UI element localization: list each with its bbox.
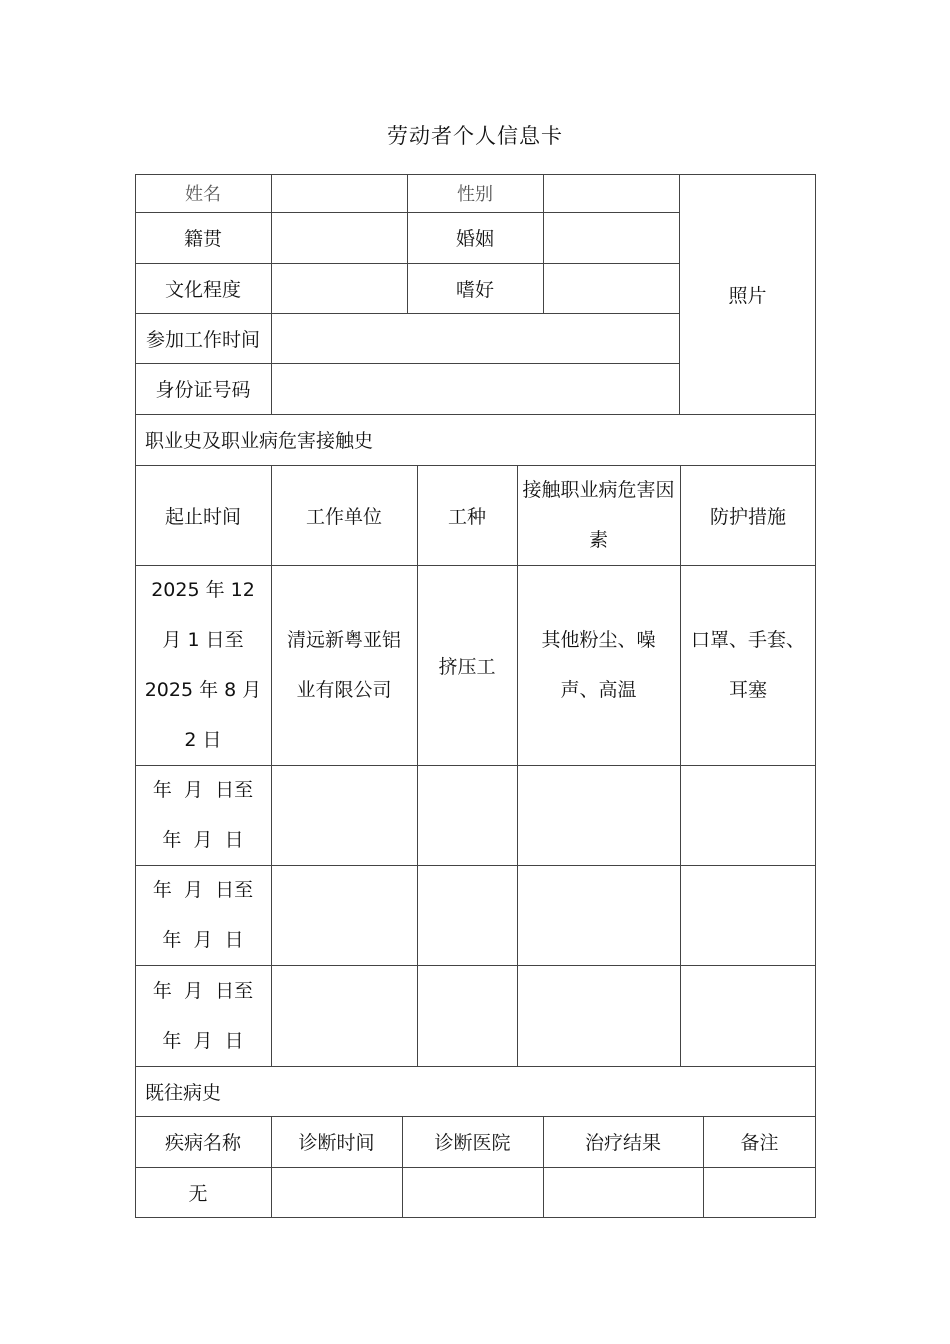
header-remarks: 备注 [740, 1132, 779, 1154]
gender-label: 性别 [457, 184, 493, 205]
grid-line [271, 174, 272, 414]
row1-employer-line: 业有限公司 [296, 679, 392, 701]
row4-period-line: 年 月 日 [162, 1029, 244, 1052]
id-number-field[interactable] [271, 363, 679, 414]
row1-protection-line: 耳塞 [728, 679, 767, 701]
row2-employer[interactable] [271, 765, 417, 865]
table-border [135, 174, 136, 1218]
id-number-label: 身份证号码 [155, 379, 251, 401]
row1-hazard-line: 声、高温 [560, 679, 637, 701]
native-place-field[interactable] [271, 212, 407, 263]
row3-hazards[interactable] [517, 865, 680, 965]
native-place-label: 籍贯 [183, 228, 222, 250]
treatment-result-cell[interactable] [543, 1167, 703, 1218]
row1-period-line: 2025 年 12 [151, 579, 255, 601]
info-card-table [135, 174, 816, 1218]
row2-period-line: 年 月 日 [162, 829, 244, 851]
row3-period[interactable] [135, 865, 271, 965]
grid-line [135, 1167, 816, 1168]
grid-line [135, 363, 679, 364]
grid-line [543, 174, 544, 313]
row1-period-line: 2 日 [184, 729, 222, 751]
row1-period-line: 2025 年 8 月 [144, 679, 262, 701]
grid-line [135, 565, 816, 566]
diagnosis-hospital-cell[interactable] [402, 1167, 543, 1218]
remarks-cell[interactable] [703, 1167, 816, 1218]
row3-employer[interactable] [271, 865, 417, 965]
row2-hazards[interactable] [517, 765, 680, 865]
education-label: 文化程度 [164, 278, 241, 301]
row3-protection[interactable] [680, 865, 816, 965]
photo-placeholder[interactable]: 照片 [728, 284, 767, 307]
row1-hazard-line: 其他粉尘、噪 [541, 629, 656, 651]
table-border [135, 174, 816, 175]
name-label: 姓名 [185, 184, 221, 205]
grid-line [543, 1116, 544, 1218]
header-hazard-factors: 接触职业病危害因素 [522, 479, 675, 551]
header-protection: 防护措施 [709, 505, 786, 528]
row3-period-line: 年 月 日 [162, 929, 244, 951]
grid-line [679, 174, 680, 414]
row4-period-line: 年 月 日至 [152, 979, 254, 1002]
grid-line [271, 1116, 272, 1218]
header-employer: 工作单位 [305, 505, 382, 528]
header-disease-name: 疾病名称 [164, 1132, 241, 1154]
grid-line [402, 1116, 403, 1218]
row2-period[interactable] [135, 765, 271, 865]
row4-hazards[interactable] [517, 965, 680, 1066]
table-border [135, 1217, 816, 1218]
gender-field[interactable] [543, 174, 679, 212]
hobby-field[interactable] [543, 263, 679, 313]
row3-period-line: 年 月 日至 [152, 879, 254, 901]
row4-period[interactable] [135, 965, 271, 1066]
grid-line [407, 174, 408, 313]
grid-line [135, 765, 816, 766]
header-job-type: 工种 [447, 505, 486, 528]
row1-protection-line: 口罩、手套、 [690, 629, 805, 651]
diagnosis-time-cell[interactable] [271, 1167, 402, 1218]
grid-line [417, 465, 418, 1066]
row3-job-type[interactable] [417, 865, 517, 965]
row1-hazards[interactable] [517, 565, 680, 765]
grid-line [135, 313, 679, 314]
grid-line [517, 465, 518, 1066]
header-diagnosis-hospital: 诊断医院 [434, 1132, 511, 1154]
occupation-section-title: 职业史及职业病危害接触史 [145, 430, 374, 452]
education-field[interactable] [271, 263, 407, 313]
row4-protection[interactable] [680, 965, 816, 1066]
row1-job-type[interactable]: 挤压工 [438, 655, 496, 678]
header-diagnosis-time: 诊断时间 [298, 1132, 375, 1154]
work-start-field[interactable] [271, 313, 679, 363]
grid-line [680, 465, 681, 1066]
marriage-field[interactable] [543, 212, 679, 263]
medical-history-section-title: 既往病史 [145, 1081, 222, 1104]
grid-line [135, 865, 816, 866]
row1-protection[interactable] [680, 565, 816, 765]
row1-period[interactable] [135, 565, 271, 765]
grid-line [135, 965, 816, 966]
grid-line [135, 414, 816, 415]
row4-job-type[interactable] [417, 965, 517, 1066]
work-start-label: 参加工作时间 [145, 328, 260, 351]
row1-period-line: 月 1 日至 [162, 629, 244, 651]
row2-protection[interactable] [680, 765, 816, 865]
grid-line [135, 1066, 816, 1067]
row1-employer-line: 清远新粤亚铝 [286, 629, 401, 651]
row2-job-type[interactable] [417, 765, 517, 865]
name-field[interactable] [271, 174, 407, 212]
disease-name-cell[interactable]: 无 [188, 1183, 208, 1205]
page-title: 劳动者个人信息卡 [387, 124, 563, 148]
row4-employer[interactable] [271, 965, 417, 1066]
hobby-label: 嗜好 [455, 278, 494, 301]
grid-line [271, 465, 272, 1066]
header-period: 起止时间 [164, 505, 241, 528]
row1-employer[interactable] [271, 565, 417, 765]
row2-period-line: 年 月 日至 [152, 779, 254, 801]
grid-line [135, 465, 816, 466]
grid-line [135, 1116, 816, 1117]
table-border [815, 174, 816, 1218]
marriage-label: 婚姻 [455, 228, 494, 250]
grid-line [703, 1116, 704, 1218]
header-treatment-result: 治疗结果 [584, 1132, 661, 1154]
